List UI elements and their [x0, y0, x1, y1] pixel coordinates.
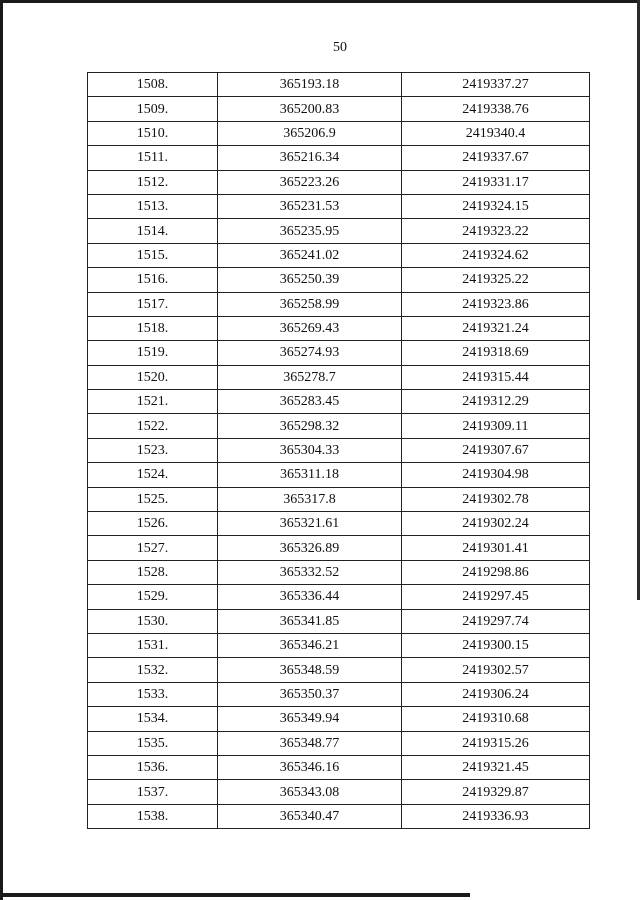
- y-coordinate-cell: 2419323.86: [402, 292, 590, 316]
- point-number-cell: 1532.: [88, 658, 218, 682]
- point-number-cell: 1518.: [88, 316, 218, 340]
- table-row: [88, 365, 590, 389]
- point-number-cell: 1536.: [88, 755, 218, 779]
- y-coordinate-cell: 2419315.44: [402, 365, 590, 389]
- table-row: [88, 585, 590, 609]
- x-coordinate-cell: 365343.08: [218, 780, 402, 804]
- y-coordinate-cell: 2419302.24: [402, 512, 590, 536]
- x-coordinate-cell: 365340.47: [218, 804, 402, 828]
- table-row: [88, 97, 590, 121]
- point-number-cell: 1515.: [88, 243, 218, 267]
- y-coordinate-cell: 2419325.22: [402, 268, 590, 292]
- y-coordinate-cell: 2419297.74: [402, 609, 590, 633]
- scan-edge-bottom: [0, 893, 470, 897]
- scan-edge-left: [0, 0, 3, 900]
- y-coordinate-cell: 2419338.76: [402, 97, 590, 121]
- point-number-cell: 1520.: [88, 365, 218, 389]
- point-number-cell: 1537.: [88, 780, 218, 804]
- table-row: [88, 170, 590, 194]
- table-row: [88, 292, 590, 316]
- point-number-cell: 1513.: [88, 194, 218, 218]
- table-row: [88, 194, 590, 218]
- y-coordinate-cell: 2419301.41: [402, 536, 590, 560]
- scan-edge-top: [0, 0, 640, 3]
- table-row: [88, 536, 590, 560]
- y-coordinate-cell: 2419337.67: [402, 146, 590, 170]
- table-row: [88, 243, 590, 267]
- point-number-cell: 1519.: [88, 341, 218, 365]
- x-coordinate-cell: 365200.83: [218, 97, 402, 121]
- y-coordinate-cell: 2419307.67: [402, 438, 590, 462]
- x-coordinate-cell: 365216.34: [218, 146, 402, 170]
- table-row: [88, 707, 590, 731]
- x-coordinate-cell: 365278.7: [218, 365, 402, 389]
- point-number-cell: 1530.: [88, 609, 218, 633]
- table-row: [88, 731, 590, 755]
- x-coordinate-cell: 365241.02: [218, 243, 402, 267]
- y-coordinate-cell: 2419340.4: [402, 121, 590, 145]
- y-coordinate-cell: 2419304.98: [402, 463, 590, 487]
- point-number-cell: 1516.: [88, 268, 218, 292]
- x-coordinate-cell: 365326.89: [218, 536, 402, 560]
- y-coordinate-cell: 2419310.68: [402, 707, 590, 731]
- point-number-cell: 1529.: [88, 585, 218, 609]
- x-coordinate-cell: 365311.18: [218, 463, 402, 487]
- x-coordinate-cell: 365206.9: [218, 121, 402, 145]
- x-coordinate-cell: 365332.52: [218, 560, 402, 584]
- point-number-cell: 1524.: [88, 463, 218, 487]
- point-number-cell: 1527.: [88, 536, 218, 560]
- point-number-cell: 1531.: [88, 633, 218, 657]
- table-row: [88, 73, 590, 97]
- table-row: [88, 390, 590, 414]
- y-coordinate-cell: 2419337.27: [402, 73, 590, 97]
- x-coordinate-cell: 365269.43: [218, 316, 402, 340]
- table-row: [88, 658, 590, 682]
- point-number-cell: 1521.: [88, 390, 218, 414]
- table-row: [88, 487, 590, 511]
- point-number-cell: 1514.: [88, 219, 218, 243]
- x-coordinate-cell: 365349.94: [218, 707, 402, 731]
- y-coordinate-cell: 2419329.87: [402, 780, 590, 804]
- coordinates-table-body: [88, 73, 590, 829]
- x-coordinate-cell: 365283.45: [218, 390, 402, 414]
- point-number-cell: 1522.: [88, 414, 218, 438]
- y-coordinate-cell: 2419300.15: [402, 633, 590, 657]
- y-coordinate-cell: 2419336.93: [402, 804, 590, 828]
- table-row: [88, 804, 590, 828]
- point-number-cell: 1512.: [88, 170, 218, 194]
- y-coordinate-cell: 2419298.86: [402, 560, 590, 584]
- x-coordinate-cell: 365235.95: [218, 219, 402, 243]
- x-coordinate-cell: 365250.39: [218, 268, 402, 292]
- x-coordinate-cell: 365223.26: [218, 170, 402, 194]
- y-coordinate-cell: 2419315.26: [402, 731, 590, 755]
- x-coordinate-cell: 365348.77: [218, 731, 402, 755]
- x-coordinate-cell: 365231.53: [218, 194, 402, 218]
- table-row: [88, 609, 590, 633]
- table-row: [88, 463, 590, 487]
- table-row: [88, 121, 590, 145]
- x-coordinate-cell: 365346.21: [218, 633, 402, 657]
- table-row: [88, 780, 590, 804]
- table-row: [88, 341, 590, 365]
- point-number-cell: 1526.: [88, 512, 218, 536]
- y-coordinate-cell: 2419321.45: [402, 755, 590, 779]
- table-row: [88, 316, 590, 340]
- table-row: [88, 146, 590, 170]
- y-coordinate-cell: 2419312.29: [402, 390, 590, 414]
- point-number-cell: 1517.: [88, 292, 218, 316]
- table-row: [88, 755, 590, 779]
- y-coordinate-cell: 2419302.78: [402, 487, 590, 511]
- page-number: 50: [333, 40, 347, 55]
- point-number-cell: 1528.: [88, 560, 218, 584]
- y-coordinate-cell: 2419318.69: [402, 341, 590, 365]
- point-number-cell: 1534.: [88, 707, 218, 731]
- x-coordinate-cell: 365298.32: [218, 414, 402, 438]
- y-coordinate-cell: 2419321.24: [402, 316, 590, 340]
- y-coordinate-cell: 2419297.45: [402, 585, 590, 609]
- point-number-cell: 1538.: [88, 804, 218, 828]
- y-coordinate-cell: 2419331.17: [402, 170, 590, 194]
- y-coordinate-cell: 2419323.22: [402, 219, 590, 243]
- table-row: [88, 219, 590, 243]
- x-coordinate-cell: 365193.18: [218, 73, 402, 97]
- table-row: [88, 414, 590, 438]
- x-coordinate-cell: 365258.99: [218, 292, 402, 316]
- point-number-cell: 1535.: [88, 731, 218, 755]
- table-row: [88, 560, 590, 584]
- table-row: [88, 633, 590, 657]
- x-coordinate-cell: 365350.37: [218, 682, 402, 706]
- y-coordinate-cell: 2419309.11: [402, 414, 590, 438]
- table-row: [88, 438, 590, 462]
- point-number-cell: 1511.: [88, 146, 218, 170]
- table-row: [88, 682, 590, 706]
- table-row: [88, 268, 590, 292]
- x-coordinate-cell: 365336.44: [218, 585, 402, 609]
- x-coordinate-cell: 365274.93: [218, 341, 402, 365]
- x-coordinate-cell: 365321.61: [218, 512, 402, 536]
- point-number-cell: 1533.: [88, 682, 218, 706]
- coordinates-table: [87, 72, 590, 829]
- point-number-cell: 1508.: [88, 73, 218, 97]
- x-coordinate-cell: 365317.8: [218, 487, 402, 511]
- table-row: [88, 512, 590, 536]
- point-number-cell: 1509.: [88, 97, 218, 121]
- point-number-cell: 1525.: [88, 487, 218, 511]
- x-coordinate-cell: 365348.59: [218, 658, 402, 682]
- y-coordinate-cell: 2419324.15: [402, 194, 590, 218]
- point-number-cell: 1523.: [88, 438, 218, 462]
- y-coordinate-cell: 2419302.57: [402, 658, 590, 682]
- x-coordinate-cell: 365346.16: [218, 755, 402, 779]
- x-coordinate-cell: 365341.85: [218, 609, 402, 633]
- point-number-cell: 1510.: [88, 121, 218, 145]
- x-coordinate-cell: 365304.33: [218, 438, 402, 462]
- y-coordinate-cell: 2419324.62: [402, 243, 590, 267]
- y-coordinate-cell: 2419306.24: [402, 682, 590, 706]
